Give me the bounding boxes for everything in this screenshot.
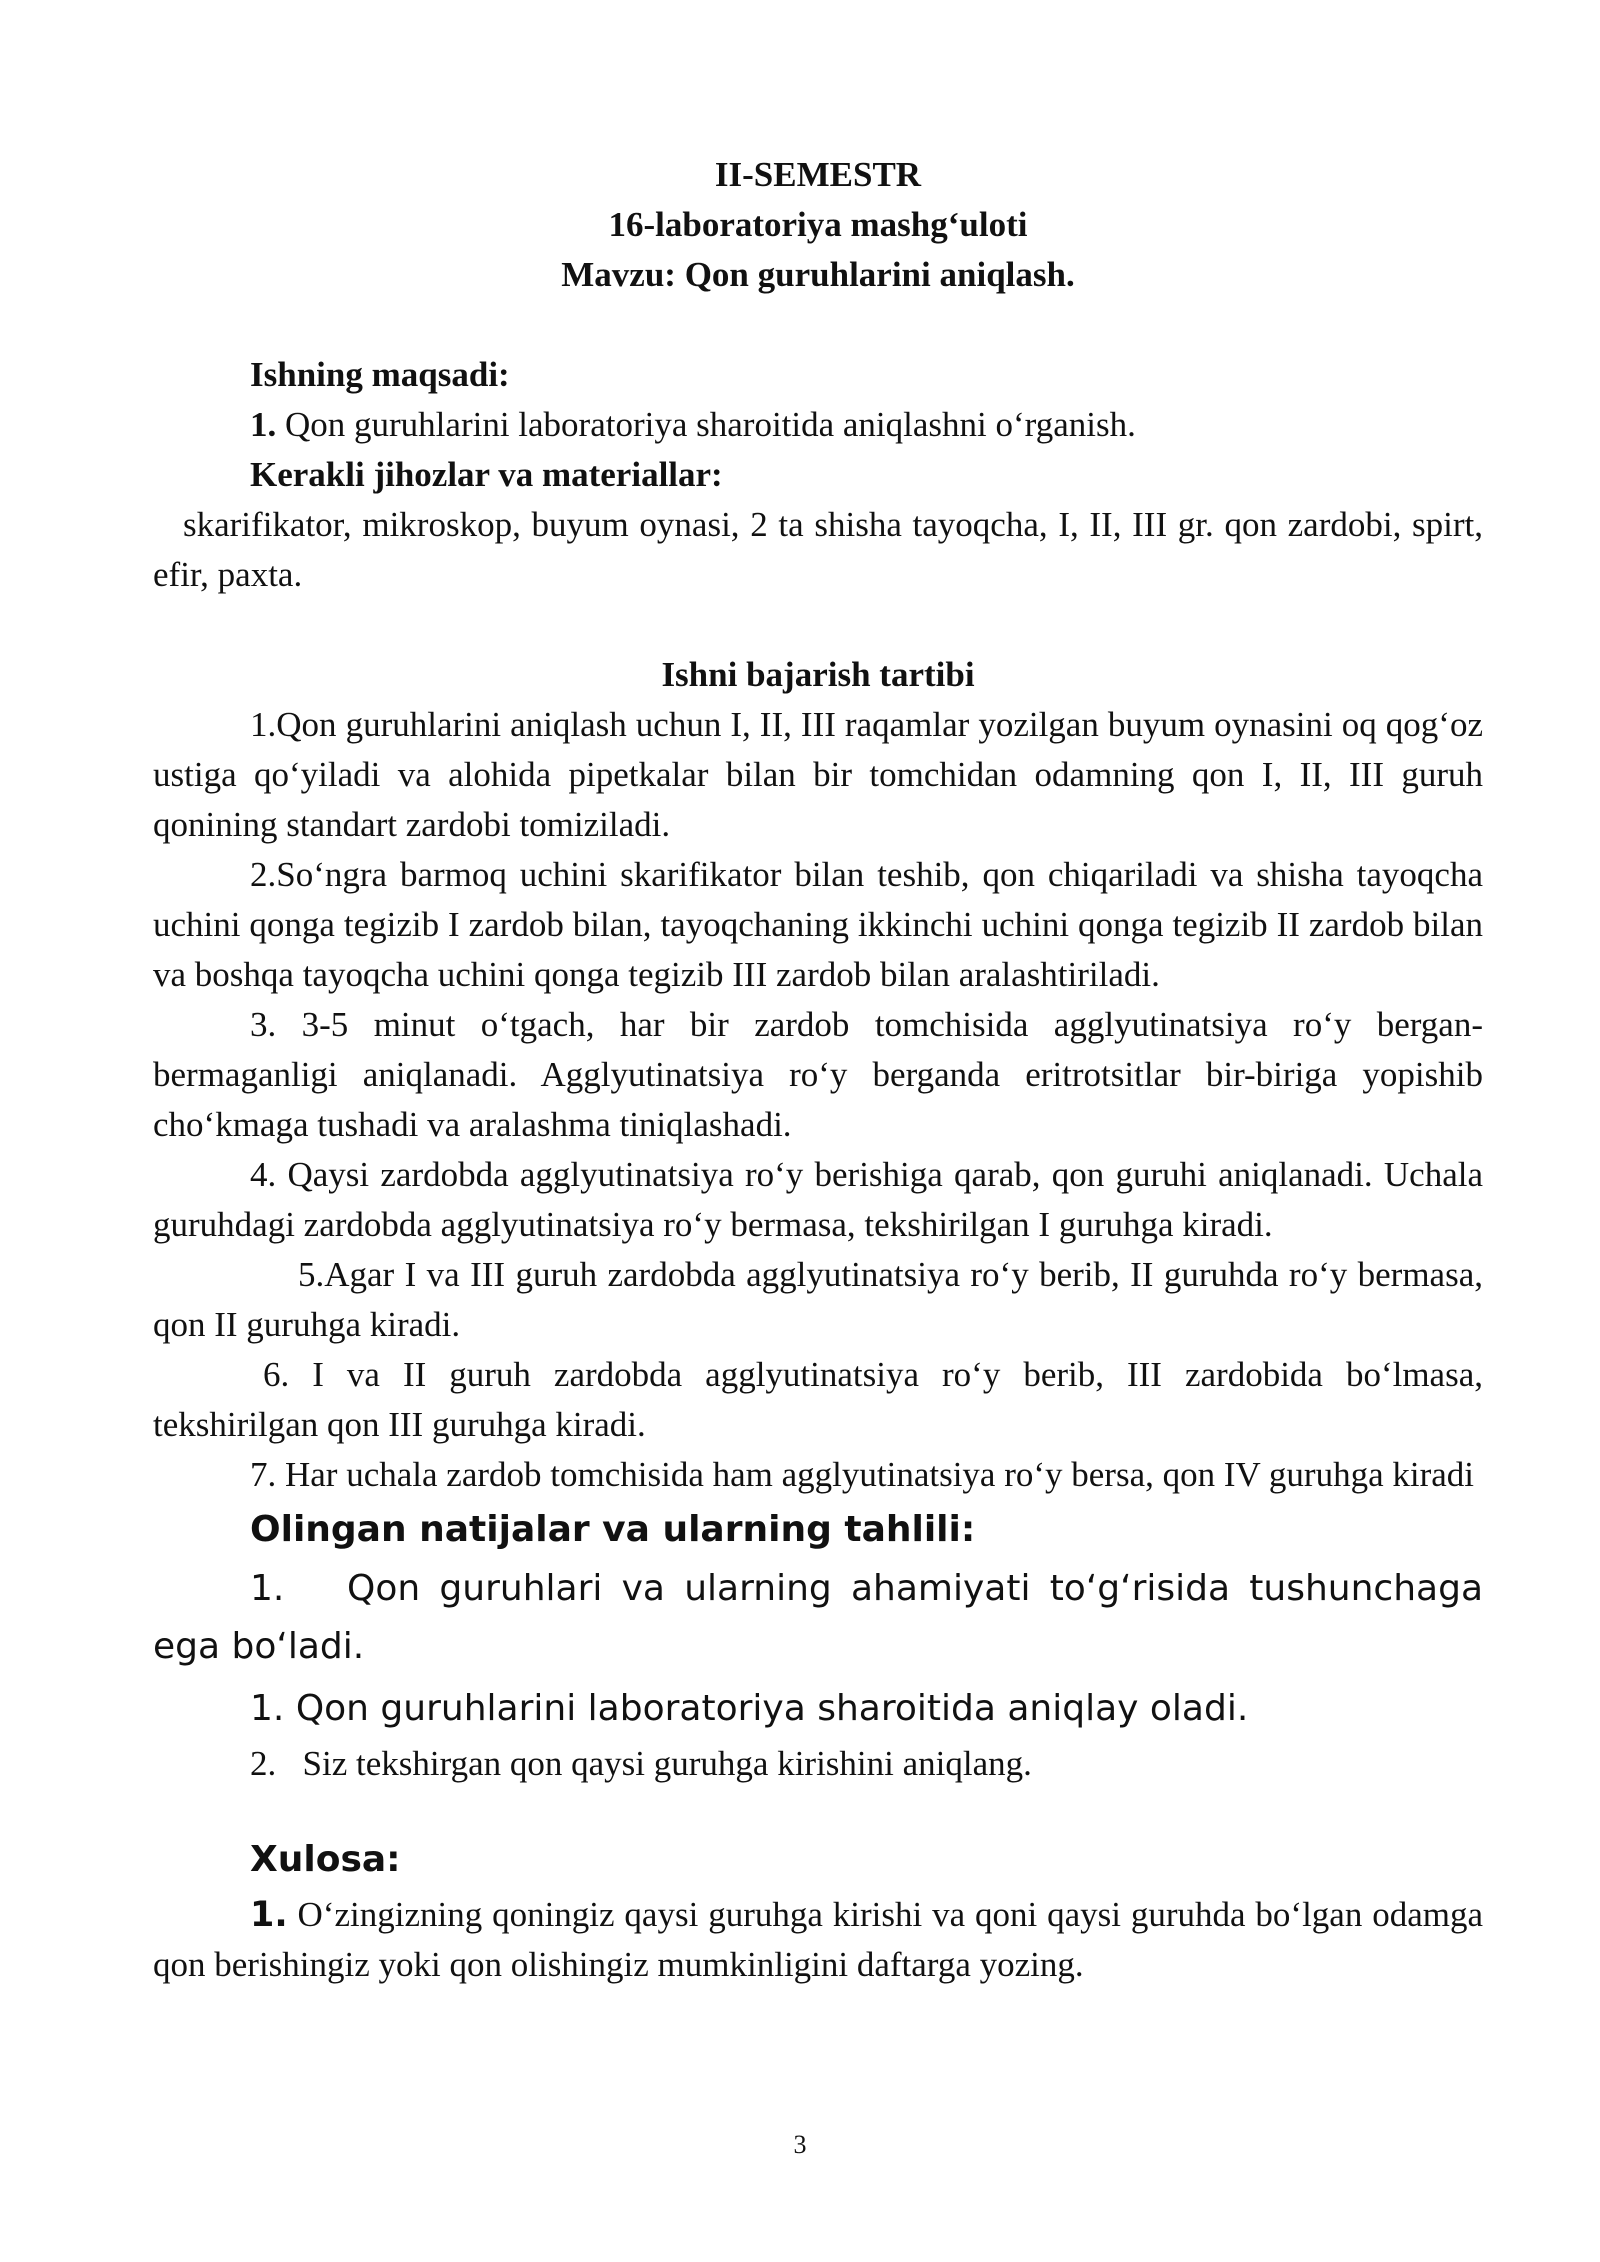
conclusion-item xyxy=(153,1890,1483,1990)
title-block xyxy=(153,150,1483,300)
results-item-1-number: 1. xyxy=(250,1568,285,1609)
results-item-2-number: 1. xyxy=(250,1688,285,1729)
results-item-2 xyxy=(153,1680,1483,1738)
procedure-step-3: 3. 3-5 minut o‘tgach, har bir zardob tomchisida agglyutinatsiya ro‘y bergan-bermaganligi aniqlanadi. Agglyutinatsiya ro‘y berganda eritrotsitlar bir-biriga yopishib cho‘kmaga tushadi va aralashma tiniqlashadi. xyxy=(153,1005,1483,1144)
results-item-1-text: Qon guruhlari va ularning ahamiyati to‘g‘risida tushunchaga ega bo‘ladi. xyxy=(153,1568,1483,1667)
procedure-step-2: 2.So‘ngra barmoq uchini skarifikator bilan teshib, qon chiqariladi va shisha tayoqcha uchini qonga tegizib I zardob bilan, tayoqchaning ikkinchi uchini qonga tegizib II zardob bilan va boshqa tayoqcha uchini qonga tegizib III zardob bilan aralashtiriladi. xyxy=(153,855,1483,994)
goal-heading: Ishning maqsadi: xyxy=(250,355,510,394)
goal-item xyxy=(153,400,1483,450)
semester-title: II-SEMESTR xyxy=(714,155,922,194)
spacer xyxy=(153,1790,1483,1830)
conclusion-heading: Xulosa: xyxy=(250,1839,401,1880)
goal-item-number: 1. xyxy=(250,405,277,444)
materials-heading: Kerakli jihozlar va materiallar: xyxy=(250,455,723,494)
procedure-step-4: 4. Qaysi zardobda agglyutinatsiya ro‘y berishiga qarab, qon guruhi aniqlanadi. Uchala guruhdagi zardobda agglyutinatsiya ro‘y bermasa, tekshirilgan I guruhga kiradi. xyxy=(153,1155,1483,1244)
document-page xyxy=(153,150,1483,1990)
results-item-2-text: Qon guruhlarini laboratoriya sharoitida aniqlay oladi. xyxy=(295,1688,1249,1729)
procedure-heading: Ishni bajarish tartibi xyxy=(661,655,975,694)
procedure-step-1: 1.Qon guruhlarini aniqlash uchun I, II, III raqamlar yozilgan buyum oynasini oq qog‘oz ustiga qo‘yiladi va alohida pipetkalar bilan bir tomchidan odamning qon I, II, III guruh qonining standart zardobi tomiziladi. xyxy=(153,705,1483,844)
topic-title: Mavzu: Qon guruhlarini aniqlash. xyxy=(561,255,1075,294)
procedure-step-5: 5.Agar I va III guruh zardobda agglyutinatsiya ro‘y berib, II guruhda ro‘y bermasa, qon II guruhga kiradi. xyxy=(153,1255,1483,1344)
materials-text: skarifikator, mikroskop, buyum oynasi, 2 ta shisha tayoqcha, I, II, III gr. qon zardobi, spirt, efir, paxta. xyxy=(153,505,1483,594)
results-item-3-number: 2. xyxy=(250,1744,277,1783)
spacer xyxy=(153,300,1483,350)
conclusion-item-number: 1. xyxy=(250,1895,288,1935)
results-item-3-text: Siz tekshirgan qon qaysi guruhga kirishini aniqlang. xyxy=(302,1744,1032,1783)
goal-item-text: Qon guruhlarini laboratoriya sharoitida aniqlashni o‘rganish. xyxy=(276,405,1136,444)
results-heading: Olingan natijalar va ularning tahlili: xyxy=(250,1509,976,1550)
procedure-step-7: 7. Har uchala zardob tomchisida ham agglyutinatsiya ro‘y bersa, qon IV guruhga kiradi xyxy=(250,1455,1474,1494)
results-item-1 xyxy=(153,1560,1483,1676)
lab-title: 16-laboratoriya mashg‘uloti xyxy=(608,205,1028,244)
conclusion-item-text: O‘zingizning qoningiz qaysi guruhga kirishi va qoni qaysi guruhda bo‘lgan odamga qon berishingiz yoki qon olishingiz mumkinligini daftarga yozing. xyxy=(153,1895,1483,1984)
results-item-3 xyxy=(153,1738,1483,1790)
spacer xyxy=(153,600,1483,650)
procedure-step-6: 6. I va II guruh zardobda agglyutinatsiya ro‘y berib, III zardobida bo‘lmasa, tekshirilgan qon III guruhga kiradi. xyxy=(153,1355,1483,1444)
page-number: 3 xyxy=(793,2130,807,2159)
